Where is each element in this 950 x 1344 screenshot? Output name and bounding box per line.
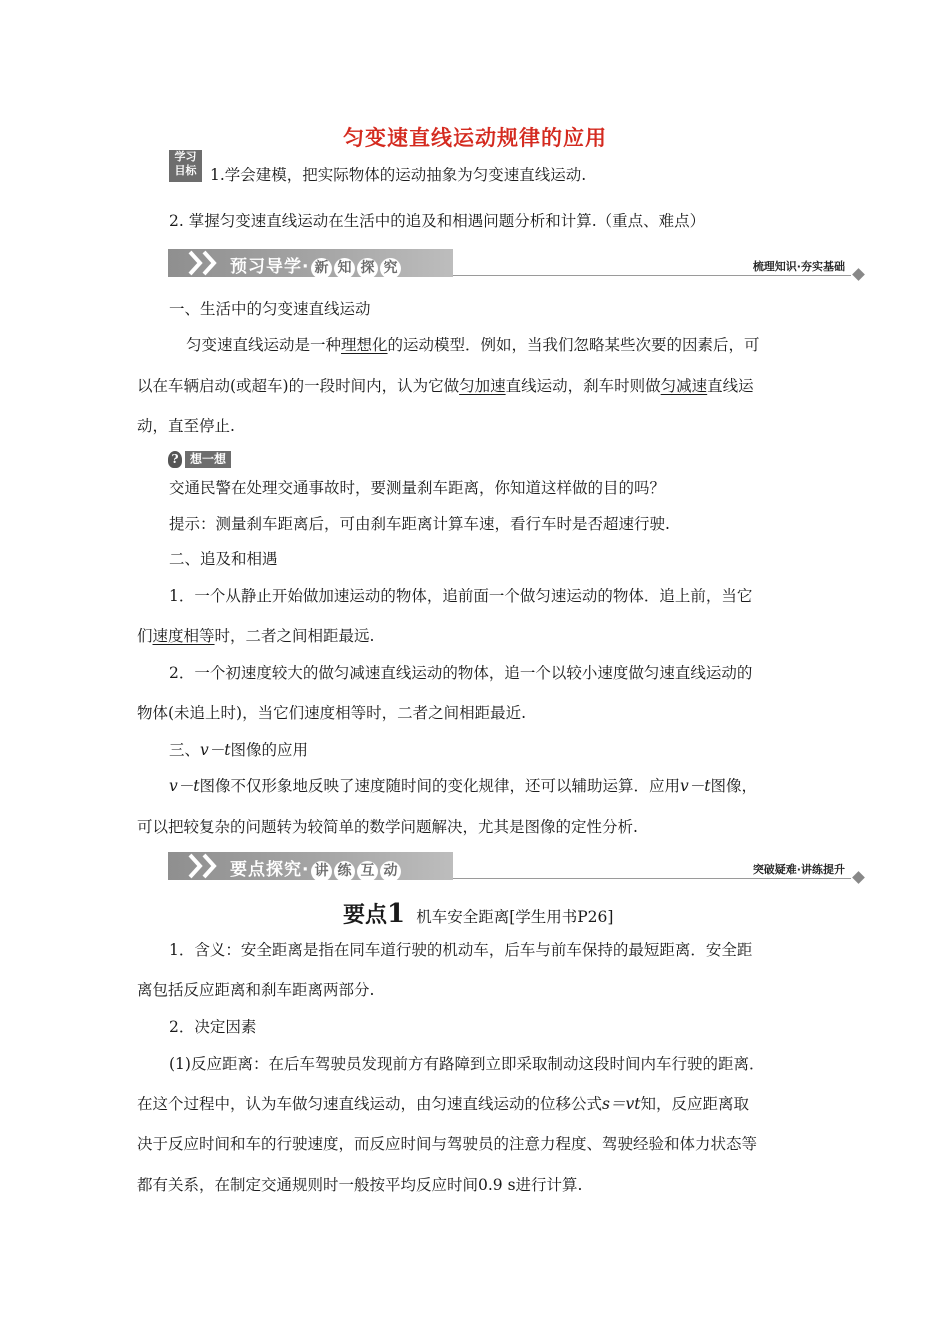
banner-title bbox=[230, 855, 401, 882]
section-banner-preview bbox=[168, 249, 863, 279]
banner-char: 互 bbox=[357, 861, 378, 882]
banner-rule bbox=[453, 878, 851, 879]
math-var: v－t bbox=[200, 741, 231, 759]
banner-subtitle: 梳理知识·夯实基础 bbox=[752, 260, 845, 273]
banner-char: 究 bbox=[380, 258, 401, 279]
text-span: 图像， bbox=[710, 777, 758, 795]
text-span: 知，反应距离取 bbox=[640, 1095, 749, 1113]
objectives-badge bbox=[169, 150, 202, 182]
text-span: 图像不仅形象地反映了速度随时间的变化规律，还可以辅助运算．应用 bbox=[199, 777, 681, 795]
banner-char: 练 bbox=[334, 861, 355, 882]
section3-line1 bbox=[169, 776, 757, 796]
banner-char: 探 bbox=[357, 258, 378, 279]
keypoint-reaction-line4: 都有关系，在制定交通规则时一般按平均反应时间0.9 s进行计算. bbox=[137, 1176, 583, 1194]
objective-1: 1.学会建模，把实际物体的运动抽象为匀变速直线运动. bbox=[210, 166, 587, 184]
think-answer: 提示：测量刹车距离后，可由刹车距离计算车速，看行车时是否超速行驶. bbox=[169, 515, 670, 533]
keypoint-reaction-line3: 决于反应时间和车的行驶速度，而反应时间与驾驶员的注意力程度、驾驶经验和体力状态等 bbox=[137, 1135, 758, 1153]
text-span: 图像的应用 bbox=[230, 741, 309, 759]
double-chevron-icon bbox=[186, 249, 226, 277]
section2-p2-line1: 2．一个初速度较大的做匀减速直线运动的物体，追一个以较小速度做匀速直线运动的 bbox=[169, 664, 753, 682]
banner-subtitle: 突破疑难·讲练提升 bbox=[752, 863, 845, 876]
section3-line2: 可以把较复杂的问题转为较简单的数学问题解决，尤其是图像的定性分析. bbox=[137, 818, 638, 836]
badge-line2: 目标 bbox=[174, 164, 197, 177]
underlined-term: 匀减速 bbox=[660, 377, 708, 395]
text-span: 直线运动，刹车时则做 bbox=[505, 377, 661, 395]
keypoint-title: 机车安全距离[学生用书P26] bbox=[416, 908, 614, 926]
keypoint-label: 要点 bbox=[343, 903, 388, 928]
section2-p1-line1: 1．一个从静止开始做加速运动的物体，追前面一个做匀速运动的物体．追上前，当它 bbox=[169, 587, 753, 605]
banner-bar bbox=[168, 852, 453, 880]
text-span: 们 bbox=[137, 627, 153, 645]
section1-line1 bbox=[186, 335, 760, 355]
diamond-icon bbox=[852, 268, 865, 281]
text-span: 在这个过程中，认为车做匀速直线运动，由匀速直线运动的位移公式 bbox=[137, 1095, 603, 1113]
keypoint-def-line2: 离包括反应距离和刹车距离两部分. bbox=[137, 981, 375, 999]
underlined-term: 速度相等 bbox=[152, 627, 215, 645]
text-span: 直线运 bbox=[707, 377, 754, 395]
banner-char: 讲 bbox=[311, 861, 332, 882]
keypoint-def-line1: 1．含义：安全距离是指在同车道行驶的机动车，后车与前车保持的最短距离．安全距 bbox=[169, 941, 753, 959]
math-var: v－t bbox=[680, 777, 711, 795]
banner-bar bbox=[168, 249, 453, 277]
underlined-term: 理想化 bbox=[341, 336, 388, 354]
underlined-term: 匀加速 bbox=[459, 377, 506, 395]
formula: s＝vt bbox=[602, 1095, 641, 1113]
text-span: 三、 bbox=[169, 741, 201, 759]
badge-line1: 学习 bbox=[174, 150, 197, 163]
section-banner-keypoints bbox=[168, 852, 863, 882]
keypoint-heading bbox=[343, 898, 613, 929]
banner-title-main: 要点探究· bbox=[230, 860, 310, 880]
section1-line3: 动，直至停止. bbox=[137, 417, 235, 435]
text-span: 的运动模型．例如，当我们忽略某些次要的因素后，可 bbox=[387, 336, 760, 354]
section1-line2 bbox=[137, 376, 754, 396]
keypoint-reaction-line2 bbox=[137, 1094, 749, 1114]
page-title: 匀变速直线运动规律的应用 bbox=[343, 126, 607, 150]
think-question: 交通民警在处理交通事故时，要测量刹车距离，你知道这样做的目的吗？ bbox=[169, 479, 666, 497]
banner-char: 新 bbox=[311, 258, 332, 279]
banner-rule bbox=[453, 275, 851, 276]
double-chevron-icon bbox=[186, 852, 226, 880]
banner-char: 知 bbox=[334, 258, 355, 279]
section1-heading: 一、生活中的匀变速直线运动 bbox=[169, 300, 371, 318]
text-span: 匀变速直线运动是一种 bbox=[186, 336, 342, 354]
section2-p2-line2: 物体(未追上时)，当它们速度相等时，二者之间相距最近. bbox=[137, 704, 527, 722]
banner-title bbox=[230, 252, 401, 279]
question-head-icon: ? bbox=[168, 451, 182, 468]
section3-heading bbox=[169, 740, 308, 760]
section2-p1-line2 bbox=[137, 626, 374, 646]
section2-heading: 二、追及和相遇 bbox=[169, 550, 278, 568]
keypoint-factors-heading: 2．决定因素 bbox=[169, 1018, 257, 1036]
objective-2: 2. 掌握匀变速直线运动在生活中的追及和相遇问题分析和计算.（重点、难点） bbox=[169, 212, 706, 230]
math-var: v－t bbox=[169, 777, 200, 795]
keypoint-reaction-line1: (1)反应距离：在后车驾驶员发现前方有路障到立即采取制动这段时间内车行驶的距离． bbox=[169, 1055, 765, 1073]
text-span: 时，二者之间相距最远. bbox=[214, 627, 375, 645]
think-label: 想一想 bbox=[185, 451, 231, 468]
keypoint-number: 1 bbox=[387, 899, 406, 929]
banner-title-main: 预习导学· bbox=[230, 257, 310, 277]
diamond-icon bbox=[852, 871, 865, 884]
banner-char: 动 bbox=[380, 861, 401, 882]
text-span: 以在车辆启动(或超车)的一段时间内，认为它做 bbox=[137, 377, 460, 395]
